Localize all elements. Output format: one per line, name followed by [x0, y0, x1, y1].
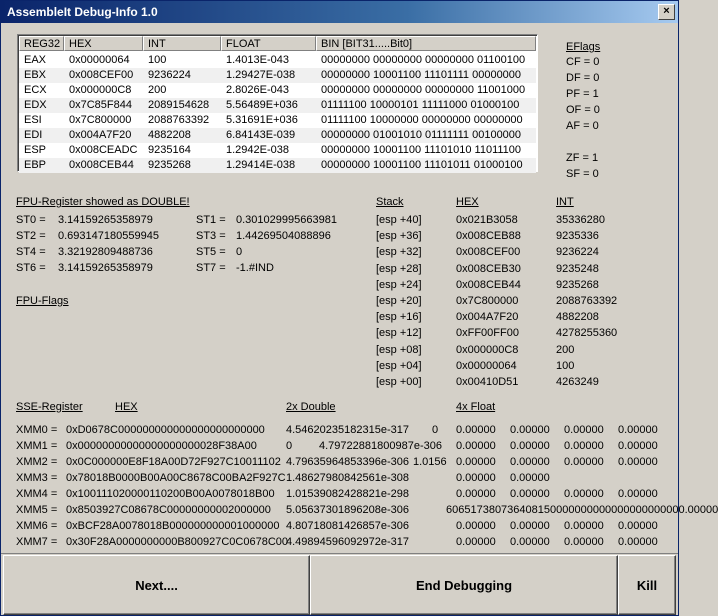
sse-float-value: 0.00000: [564, 536, 604, 548]
stack-title: Stack: [376, 196, 404, 208]
fpu-reg-value: 0: [236, 246, 243, 258]
stack-int: 9236224: [556, 246, 599, 259]
sse-reg-hex: 0x8503927C08678C00000000002000000: [66, 504, 271, 516]
sse-float-value: 0.00000: [456, 472, 496, 484]
register-int-cell: 2088763392: [148, 114, 210, 126]
sse-float-value: 0.00000: [510, 456, 550, 468]
register-hex-cell: 0x008CEF00: [69, 69, 134, 81]
sse-double-1: 4.79635964853396e-306: [286, 456, 409, 468]
stack-hex: 0x021B3058: [456, 214, 518, 226]
fpu-reg-value: 0.693147180559945: [58, 230, 159, 242]
eflag-item: CF = 0: [566, 56, 600, 68]
sse-reg-label: XMM6 =: [16, 520, 58, 532]
fpu-reg-value: 3.14159265358979: [58, 214, 153, 226]
eflag-item: SF = 0: [566, 168, 599, 180]
sse-reg-label: XMM2 =: [16, 456, 58, 468]
sse-title: SSE-Register: [16, 401, 83, 413]
eflag-item: AF = 0: [566, 120, 599, 132]
register-int-cell: 200: [148, 84, 167, 96]
stack-hex: 0xFF00FF00: [456, 327, 519, 340]
fpu-reg-label: ST1 =: [196, 214, 226, 226]
fpu-reg-label: ST3 =: [196, 230, 226, 242]
stack-offset: [esp +32]: [376, 246, 422, 259]
sse-float-value: 0.00000: [456, 520, 496, 532]
sse-float-value: 0.00000: [456, 440, 496, 452]
eflag-item: ZF = 1: [566, 152, 599, 164]
sse-double-1: 1.01539082428821e-298: [286, 488, 409, 500]
sse-reg-label: XMM1 =: [16, 440, 58, 452]
register-int-cell: 100: [148, 54, 167, 66]
sse-float-value: 0.00000: [564, 488, 604, 500]
sse-reg-hex: 0xBCF28A0078018B000000000001000000: [66, 520, 280, 532]
stack-offset: [esp +24]: [376, 278, 422, 291]
stack-int: 100: [556, 359, 575, 372]
sse-double-2: 1.0156: [413, 456, 447, 468]
sse-reg-hex: 0x100111020000110200B00A0078018B00: [66, 488, 275, 500]
register-bin-cell: 01111100 10000000 00000000 00000000: [321, 114, 523, 126]
sse-float-title: 4x Float: [456, 401, 496, 413]
stack-int: 35336280: [556, 214, 605, 226]
register-int-cell: 9235164: [148, 144, 191, 156]
fpu-reg-value: 0.301029995663981: [236, 214, 337, 226]
stack-hex: 0x004A7F20: [456, 311, 519, 324]
sse-float-value: 0.00000: [618, 536, 658, 548]
register-float-cell: 1.29427E-038: [226, 69, 296, 81]
col-hex[interactable]: HEX: [64, 36, 143, 51]
register-bin-cell: 01111100 10000101 11111000 01000100: [321, 99, 520, 111]
sse-float-value: 0.00000: [456, 424, 496, 436]
fpu-title: FPU-Register showed as DOUBLE!: [16, 196, 190, 208]
stack-offset: [esp +16]: [376, 311, 422, 324]
register-bin-cell: 00000000 00000000 00000000 01100100: [321, 54, 526, 66]
stack-int-title: INT: [556, 196, 574, 208]
sse-double-1: 4.80718081426857e-306: [286, 520, 409, 532]
register-float-cell: 1.29414E-038: [226, 159, 296, 171]
register-int-cell: 9235268: [148, 159, 191, 171]
stack-offset: [esp +40]: [376, 214, 422, 226]
register-float-cell: 1.2942E-038: [226, 144, 289, 156]
sse-double-1: 1.48627980842561e-308: [286, 472, 409, 484]
sse-float-value: 0.00000: [510, 472, 550, 484]
stack-int: 9235268: [556, 278, 599, 291]
sse-float-value: 0.00000: [564, 456, 604, 468]
register-float-cell: 5.31691E+036: [226, 114, 298, 126]
register-reg-cell: EDX: [24, 99, 47, 111]
end-debugging-button[interactable]: End Debugging: [310, 555, 618, 615]
stack-offset: [esp +00]: [376, 376, 422, 388]
sse-float-value: 0.00000: [456, 536, 496, 548]
sse-float-value: 0.00000: [618, 440, 658, 452]
sse-float-value: 0.00000: [618, 424, 658, 436]
stack-offset: [esp +28]: [376, 262, 422, 275]
register-bin-cell: 00000000 10001100 11101111 00000000: [321, 69, 522, 81]
sse-reg-label: XMM4 =: [16, 488, 58, 500]
register-reg-cell: EBP: [24, 159, 47, 171]
stack-offset: [esp +08]: [376, 343, 422, 356]
sse-float-value: 0.00000: [564, 440, 604, 452]
register-bin-cell: 00000000 01001010 01111111 00100000: [321, 129, 522, 141]
register-bin-cell: 00000000 10001100 11101011 01000100: [321, 159, 523, 171]
register-reg-cell: ESP: [24, 144, 47, 156]
fpu-flags-title: FPU-Flags: [16, 295, 69, 307]
stack-int: 2088763392: [556, 295, 618, 307]
stack-offset: [esp +20]: [376, 295, 422, 307]
eflags-title: EFlags: [566, 41, 601, 53]
sse-float-value: 0.00000: [618, 520, 658, 532]
fpu-reg-value: -1.#IND: [236, 262, 274, 274]
register-float-cell: 5.56489E+036: [226, 99, 298, 111]
stack-hex: 0x00410D51: [456, 376, 519, 388]
col-reg32[interactable]: REG32: [19, 36, 64, 51]
stack-int: 4263249: [556, 376, 599, 388]
sse-float-value: 0.00000: [564, 424, 604, 436]
register-int-cell: 9236224: [148, 69, 191, 81]
sse-reg-hex: 0x78018B0000B00A00C8678C00BA2F927C: [66, 472, 286, 484]
sse-reg-label: XMM0 =: [16, 424, 58, 436]
register-int-cell: 4882208: [148, 129, 191, 141]
sse-float-value: 0.00000: [510, 536, 550, 548]
sse-double-1: 0: [286, 440, 293, 452]
fpu-reg-label: ST5 =: [196, 246, 226, 258]
sse-float-value: 0.00000: [618, 456, 658, 468]
fpu-reg-value: 3.32192809488736: [58, 246, 153, 258]
sse-float-value: 0.00000: [510, 520, 550, 532]
stack-offset: [esp +04]: [376, 359, 422, 372]
sse-double-2: 4.79722881800987e-306: [319, 440, 442, 452]
fpu-reg-label: ST7 =: [196, 262, 226, 274]
register-hex-cell: 0x00000064: [69, 54, 130, 66]
sse-float-value: 0.00000: [618, 488, 658, 500]
sse-hex-title: HEX: [115, 401, 138, 413]
stack-hex: 0x000000C8: [456, 343, 519, 356]
register-hex-cell: 0x004A7F20: [69, 129, 132, 141]
sse-double-1: 5.05637301896208e-306: [286, 504, 409, 516]
stack-int: 4278255360: [556, 327, 618, 340]
sse-float-value: 0.00000: [456, 456, 496, 468]
col-bin[interactable]: BIN [BIT31.....Bit0]: [316, 36, 536, 51]
fpu-reg-label: ST4 =: [16, 246, 46, 258]
stack-offset: [esp +36]: [376, 230, 422, 243]
stack-hex: 0x008CEB88: [456, 230, 521, 243]
sse-reg-hex: 0x0C000000E8F18A00D72F927C10011102: [66, 456, 281, 468]
sse-float-value: 0.00000: [510, 488, 550, 500]
register-reg-cell: EAX: [24, 54, 47, 66]
register-int-cell: 2089154628: [148, 99, 210, 111]
col-int[interactable]: INT: [143, 36, 221, 51]
register-hex-cell: 0x008CEADC: [69, 144, 138, 156]
fpu-reg-value: 3.14159265358979: [58, 262, 153, 274]
sse-reg-label: XMM7 =: [16, 536, 58, 548]
stack-int: 4882208: [556, 311, 599, 324]
stack-int: 9235248: [556, 262, 599, 275]
sse-float-value: 606517380736408150000000000000000000000.00000: [446, 504, 718, 516]
window-title: AssembleIt Debug-Info 1.0: [7, 5, 158, 19]
sse-reg-hex: 0xD0678C000000000000000000000000: [66, 424, 265, 436]
fpu-reg-label: ST6 =: [16, 262, 46, 274]
register-hex-cell: 0x008CEB44: [69, 159, 134, 171]
fpu-reg-label: ST0 =: [16, 214, 46, 226]
sse-float-value: 0.00000: [564, 520, 604, 532]
stack-hex: 0x008CEF00: [456, 246, 521, 259]
eflag-item: OF = 0: [566, 104, 600, 116]
fpu-reg-label: ST2 =: [16, 230, 46, 242]
register-float-cell: 6.84143E-039: [226, 129, 296, 141]
sse-double-2: 0: [432, 424, 439, 436]
register-hex-cell: 0x000000C8: [69, 84, 132, 96]
eflag-item: PF = 1: [566, 88, 599, 100]
sse-double-1: 4.54620235182315e-317: [286, 424, 409, 436]
register-float-cell: 2.8026E-043: [226, 84, 289, 96]
register-reg-cell: EBX: [24, 69, 47, 81]
sse-double-title: 2x Double: [286, 401, 336, 413]
button-separator: [1, 553, 678, 554]
sse-double-1: 4.49894596092972e-317: [286, 536, 409, 548]
close-button[interactable]: ×: [658, 4, 675, 20]
stack-offset: [esp +12]: [376, 327, 422, 340]
stack-hex: 0x00000064: [456, 359, 517, 372]
stack-int: 9235336: [556, 230, 599, 243]
register-float-cell: 1.4013E-043: [226, 54, 289, 66]
sse-float-value: 0.00000: [456, 488, 496, 500]
next-button[interactable]: Next....: [3, 555, 310, 615]
stack-hex: 0x7C800000: [456, 295, 519, 307]
register-bin-cell: 00000000 10001100 11101010 11011100: [321, 144, 522, 156]
sse-float-value: 0.00000: [510, 440, 550, 452]
eflag-item: DF = 0: [566, 72, 600, 84]
sse-reg-label: XMM3 =: [16, 472, 58, 484]
register-hex-cell: 0x7C800000: [69, 114, 132, 126]
stack-hex: 0x008CEB30: [456, 262, 521, 275]
kill-button[interactable]: Kill: [618, 555, 676, 615]
stack-hex-title: HEX: [456, 196, 479, 208]
register-reg-cell: EDI: [24, 129, 43, 141]
stack-hex: 0x008CEB44: [456, 278, 521, 291]
register-reg-cell: ESI: [24, 114, 42, 126]
register-bin-cell: 00000000 00000000 00000000 11001000: [321, 84, 526, 96]
register-reg-cell: ECX: [24, 84, 47, 96]
sse-reg-hex: 0x30F28A0000000000B800927C0C0678C00: [66, 536, 289, 548]
register-hex-cell: 0x7C85F844: [69, 99, 132, 111]
col-float[interactable]: FLOAT: [221, 36, 316, 51]
sse-reg-label: XMM5 =: [16, 504, 58, 516]
sse-reg-hex: 0x00000000000000000000028F38A00: [66, 440, 257, 452]
stack-int: 200: [556, 343, 575, 356]
sse-float-value: 0.00000: [510, 424, 550, 436]
fpu-reg-value: 1.44269504088896: [236, 230, 331, 242]
